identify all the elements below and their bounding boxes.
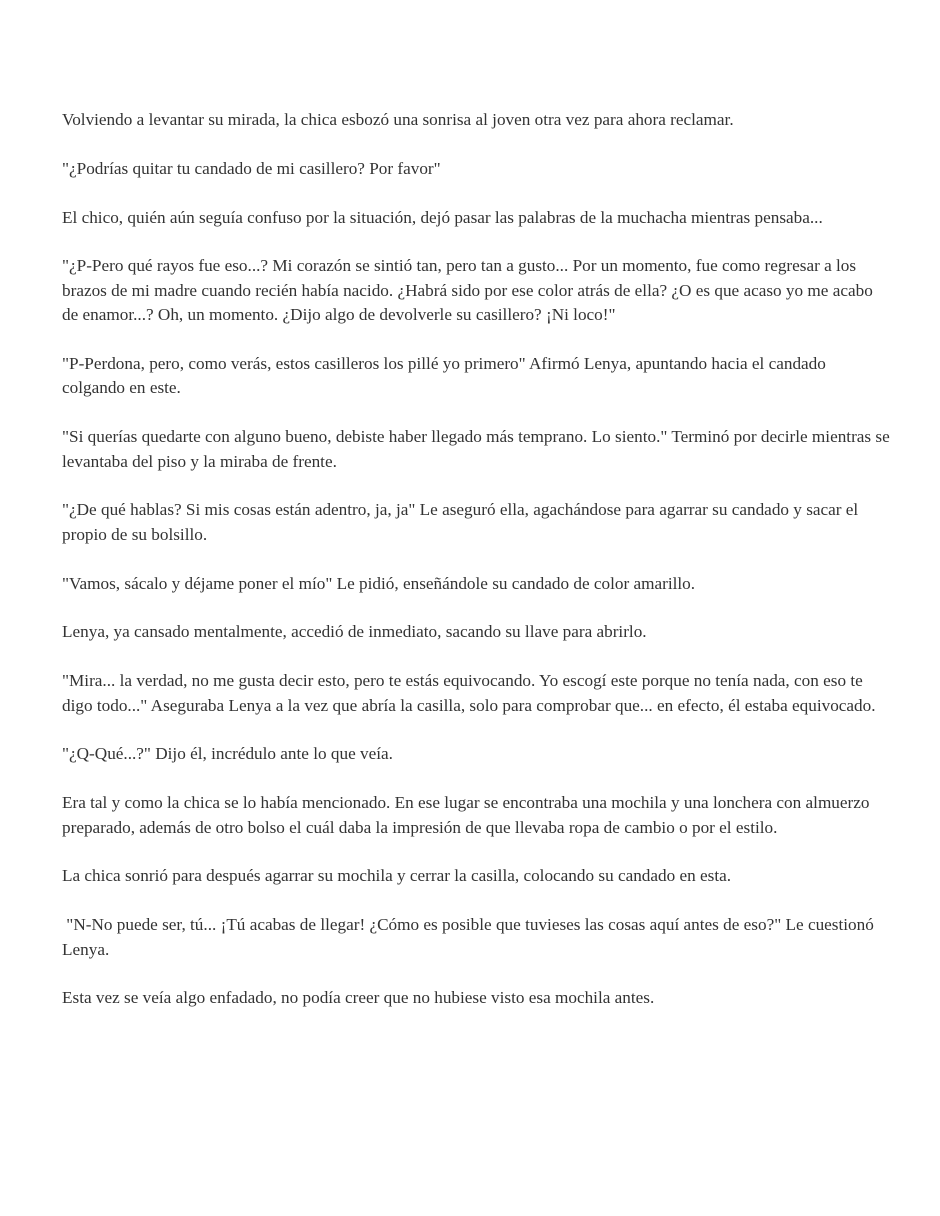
- paragraph: "Vamos, sácalo y déjame poner el mío" Le pidió, enseñándole su candado de color amarillo.: [62, 573, 696, 593]
- document-body: [62, 108, 895, 1035]
- paragraph: "¿De qué hablas? Si mis cosas están adentro, ja, ja" Le aseguró ella, agachándose para agarrar su candado y sacar el propio de su bolsillo.: [62, 500, 863, 544]
- paragraph: "¿P-Pero qué rayos fue eso...? Mi corazón se sintió tan, pero tan a gusto... Por un momento, fue como regresar a los brazos de mi madre cuando recién había nacido. ¿Habrá sido por ese color atrás de ella? ¿O es que acaso yo me acabo de enamor...? Oh, un momento. ¿Dijo algo de devolverle su casillero? ¡Ni loco!": [62, 256, 878, 325]
- paragraph: El chico, quién aún seguía confuso por la situación, dejó pasar las palabras de la muchacha mientras pensaba...: [62, 207, 823, 227]
- paragraph: "¿Q-Qué...?" Dijo él, incrédulo ante lo que veía.: [62, 744, 393, 764]
- paragraph: "P-Perdona, pero, como verás, estos casilleros los pillé yo primero" Afirmó Lenya, apuntando hacia el candado colgando en este.: [62, 354, 831, 398]
- paragraph: Era tal y como la chica se lo había mencionado. En ese lugar se encontraba una mochila y una lonchera con almuerzo preparado, además de otro bolso el cuál daba la impresión de que llevaba ropa de cambio o por el estilo.: [62, 793, 874, 837]
- paragraph: La chica sonrió para después agarrar su mochila y cerrar la casilla, colocando su candado en esta.: [62, 866, 732, 886]
- paragraph: "Mira... la verdad, no me gusta decir esto, pero te estás equivocando. Yo escogí este porque no tenía nada, con eso te digo todo..." Aseguraba Lenya a la vez que abría la casilla, solo para comprobar que... en efecto, él estaba equivocado.: [62, 671, 876, 715]
- paragraph: Esta vez se veía algo enfadado, no podía creer que no hubiese visto esa mochila antes.: [62, 988, 655, 1008]
- paragraph: "¿Podrías quitar tu candado de mi casillero? Por favor": [62, 158, 441, 178]
- paragraph: "N-No puede ser, tú... ¡Tú acabas de llegar! ¿Cómo es posible que tuvieses las cosas aquí antes de eso?" Le cuestionó Lenya.: [62, 915, 879, 959]
- paragraph: Volviendo a levantar su mirada, la chica esbozó una sonrisa al joven otra vez para ahora reclamar.: [62, 110, 734, 129]
- paragraph: "Si querías quedarte con alguno bueno, debiste haber llegado más temprano. Lo siento." Terminó por decirle mientras se levantaba del piso y la miraba de frente.: [62, 427, 895, 471]
- paragraph: Lenya, ya cansado mentalmente, accedió de inmediato, sacando su llave para abrirlo.: [62, 622, 647, 642]
